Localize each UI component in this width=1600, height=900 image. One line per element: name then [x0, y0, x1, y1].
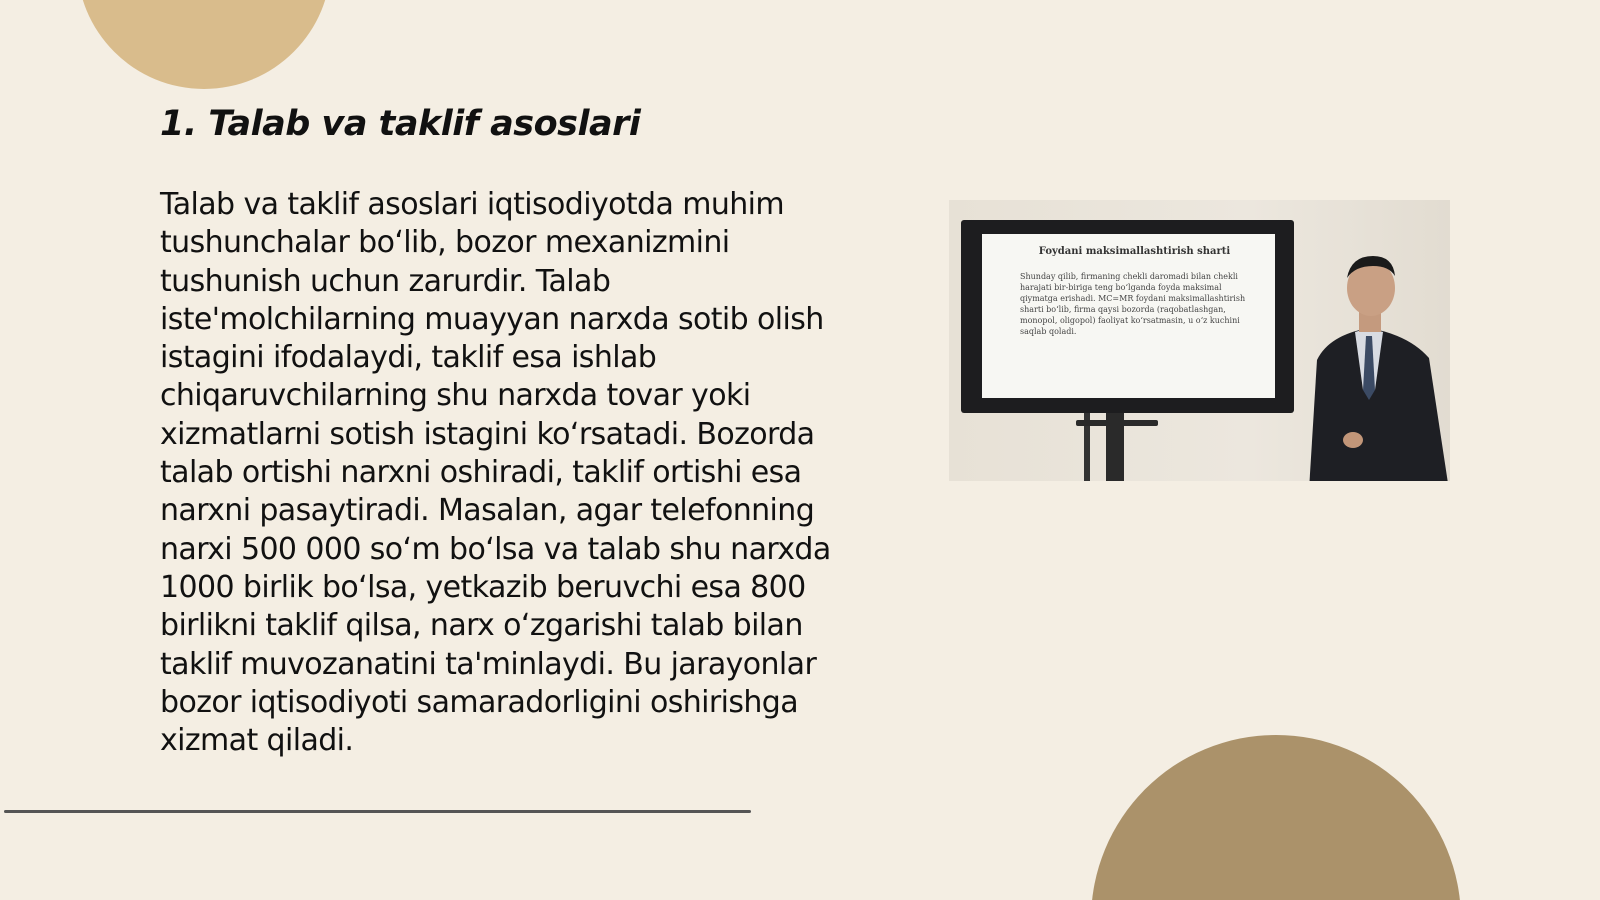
- tv-screen: [982, 234, 1275, 398]
- lecture-photo: [949, 200, 1450, 481]
- tv-display: [961, 220, 1294, 413]
- decorative-circle-bottom: [1091, 735, 1461, 900]
- slide-body-text: Talab va taklif asoslari iqtisodiyotda muhim tushunchalar bo‘lib, bozor mexanizmini tushunish uchun zarurdir. Talab iste'molchilarning muayyan narxda sotib olish istagini ifodalaydi, taklif esa ishlab chiqaruvchilarning shu narxda tovar yoki xizmatlarni sotish istagini ko‘rsatadi. Bozorda talab ortishi narxni oshiradi, taklif ortishi esa narxni pasaytiradi. Masalan, agar telefonning narxi 500 000 so‘m bo‘lsa va talab shu narxda 1000 birlik bo‘lsa, yetkazib beruvchi esa 800 birlikni taklif qilsa, narx o‘zgarishi talab bilan taklif muvozanatini ta'minlaydi. Bu jarayonlar bozor iqtisodiyoti samaradorligini oshirishga xizmat qiladi.: [160, 187, 831, 759]
- tv-stand-shelf: [1076, 420, 1158, 426]
- divider-line: [4, 810, 751, 813]
- screen-title: Foydani maksimallashtirish sharti: [1038, 246, 1231, 257]
- lecturer-figure: [1289, 240, 1450, 481]
- tv-stand-rear: [1084, 408, 1090, 481]
- screen-body-text: Shunday qilib, firmaning chekli daromadi bilan chekli harajati bir-biriga teng bo‘lganda foyda maksimal qiymatga erishadi. MC=MR foydani maksimallashtirish sharti bo‘lib, firma qaysi bozorda (raqobatlashgan, monopol, oligopol) faoliyat ko‘rsatmasin, u o‘z kuchini saqlab qoladi.: [1020, 272, 1246, 336]
- decorative-circle-top: [77, 0, 331, 89]
- slide-title: 1. Talab va taklif asoslari: [160, 104, 641, 144]
